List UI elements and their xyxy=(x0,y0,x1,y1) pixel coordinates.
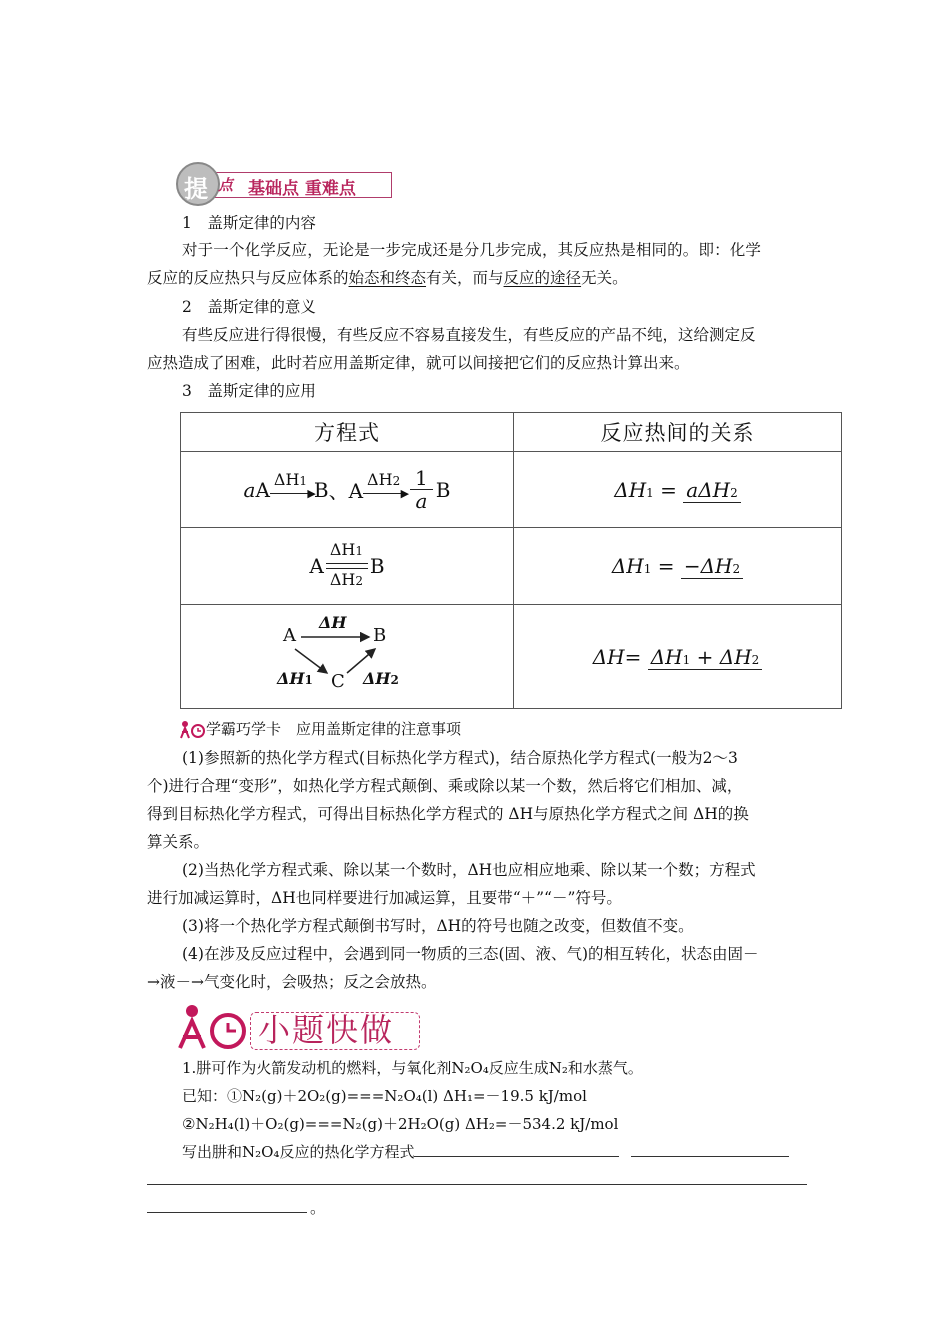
rel-right-sub: 2 xyxy=(730,485,738,500)
species-A: A xyxy=(309,554,324,578)
rel-term-sub: 2 xyxy=(751,652,760,667)
banner-title: 基础点 重难点 xyxy=(248,179,356,199)
species-B: B xyxy=(369,554,385,578)
answer-blank-1[interactable] xyxy=(414,1142,619,1157)
tip-item2-line1: (2)当热化学方程式乘、除以某一个数时，ΔH也应相应地乘、除以某一个数；方程式 xyxy=(182,861,756,879)
heading-content: 1 盖斯定律的内容 xyxy=(182,214,316,232)
dh-sub: 2 xyxy=(355,574,364,588)
coef-a: a xyxy=(243,477,256,502)
rel-left: ΔH xyxy=(592,644,625,669)
dh-sub: 1 xyxy=(304,672,313,687)
rel-left-sub: 1 xyxy=(643,562,652,576)
rel-right: aΔH xyxy=(686,477,731,502)
rel-eq: = xyxy=(624,644,648,669)
tip-item1-line2: 个)进行合理“变形”，如热化学方程式颠倒、乘或除以某一个数，然后将它们相加、减， xyxy=(147,777,743,795)
banner-badge-icon xyxy=(176,162,220,206)
rel-eq: = xyxy=(653,477,684,502)
heading-application: 3 盖斯定律的应用 xyxy=(182,382,316,400)
row1-equation xyxy=(181,452,514,528)
banner-corner-char: 点 xyxy=(218,176,234,194)
q1-end-mark: 。 xyxy=(310,1199,326,1217)
row2-relation xyxy=(514,528,842,605)
rel-plus: + xyxy=(690,644,720,669)
row1-relation xyxy=(514,452,842,528)
tip-logo-icon xyxy=(178,720,206,740)
hess-law-table xyxy=(180,412,842,709)
answer-blank-2[interactable] xyxy=(631,1142,789,1157)
row2-equation xyxy=(181,528,514,605)
tip-item3: (3)将一个热化学方程式颠倒书写时，ΔH的符号也随之改变，但数值不变。 xyxy=(182,917,694,935)
tip-item1-line4: 算关系。 xyxy=(147,833,210,851)
rel-eq: = xyxy=(651,554,681,578)
arrow-dh1: ΔH1 ▶ xyxy=(270,472,314,508)
tip-item4-line1: (4)在涉及反应过程中，会遇到同一物质的三态(固、液、气)的相互转化，状态由固－ xyxy=(182,945,759,963)
p1-text: 有关，而与 xyxy=(426,269,504,287)
dh-sub: 2 xyxy=(390,672,399,687)
q1-stem: 1.肼可作为火箭发动机的燃料，与氧化剂N₂O₄反应生成N₂和水蒸气。 xyxy=(182,1059,643,1077)
col-header-relation: 反应热间的关系 xyxy=(514,413,842,452)
fraction-1-over-a xyxy=(410,467,433,512)
arrow-dh2: ΔH2 ▶ xyxy=(363,472,407,508)
dh-sub: 1 xyxy=(299,473,308,488)
rel-left: ΔH xyxy=(614,477,647,502)
p2-line2: 应热造成了困难，此时若应用盖斯定律，就可以间接把它们的反应热计算出来。 xyxy=(147,354,690,372)
dh-label: ΔH xyxy=(329,570,356,589)
species-C: C xyxy=(331,670,345,692)
dh2-label: ΔH xyxy=(363,668,391,688)
fraction-den: a xyxy=(415,489,428,513)
tip-item4-line2: →液－→气变化时，会吸热；反之会放热。 xyxy=(147,973,437,991)
species-A: A xyxy=(255,477,270,502)
fraction-num: 1 xyxy=(410,467,433,490)
rel-term: ΔH xyxy=(719,644,752,669)
tip-item1-line3: 得到目标热化学方程式，可得出目标热化学方程式的 ΔH与原热化学方程式之间 ΔH的换 xyxy=(147,805,749,823)
p1-text: 无关。 xyxy=(581,269,628,287)
dh-sub: 2 xyxy=(392,473,401,488)
dh1-label: ΔH xyxy=(277,668,305,688)
dh-label: ΔH xyxy=(367,469,393,489)
answer-blank-3[interactable] xyxy=(147,1184,807,1185)
rel-term-sub: 1 xyxy=(682,652,691,667)
p1-line1: 对于一个化学反应，无论是一步完成还是分几步完成，其反应热是相同的。即：化学 xyxy=(182,241,762,259)
q1-ask xyxy=(182,1142,789,1162)
row3-relation xyxy=(514,605,842,709)
tip-item2-line2: 进行加减运算时，ΔH也同样要进行加减运算，且要带“＋”“－”符号。 xyxy=(147,889,622,907)
dh-sub: 1 xyxy=(355,544,364,558)
answer-blank-4[interactable] xyxy=(147,1212,307,1213)
rel-right-sub: 2 xyxy=(732,562,741,576)
species-B: B xyxy=(373,624,387,646)
rel-left-sub: 1 xyxy=(646,485,654,500)
path-diagram xyxy=(277,612,417,697)
path-arrows xyxy=(277,617,417,697)
col-header-equation: 方程式 xyxy=(181,413,514,452)
tip-title: 学霸巧学卡 应用盖斯定律的注意事项 xyxy=(206,720,462,738)
quick-practice-logo-icon xyxy=(172,1003,252,1053)
heading-significance: 2 盖斯定律的意义 xyxy=(182,298,316,316)
p1-underline-state: 始态和终态 xyxy=(348,269,427,287)
p2-line1: 有些反应进行得很慢，有些反应不容易直接发生，有些反应的产品不纯，这给测定反 xyxy=(182,326,756,344)
equilibrium-arrow xyxy=(324,538,370,594)
rel-left: ΔH xyxy=(611,554,644,578)
species-B: B xyxy=(313,477,329,502)
species-B: B xyxy=(435,477,451,502)
quick-practice-title: 小题快做 xyxy=(258,1011,395,1049)
species-A: A xyxy=(283,624,296,646)
p1-text: 反应的反应热只与反应体系的 xyxy=(147,269,349,287)
section-banner xyxy=(176,160,396,206)
banner-badge-char: 提 xyxy=(184,175,208,203)
p1-underline-path: 反应的途径 xyxy=(503,269,582,287)
row3-equation xyxy=(181,605,514,709)
dh-label: ΔH xyxy=(329,540,356,559)
tip-item1-line1: (1)参照新的热化学方程式(目标热化学方程式)，结合原热化学方程式(一般为2～3 xyxy=(182,749,738,767)
dh-label: ΔH xyxy=(273,469,300,489)
q1-given1: 已知：①N₂(g)＋2O₂(g)===N₂O₄(l) ΔH₁=－19.5 kJ/mol xyxy=(182,1087,587,1105)
q1-ask-text: 写出肼和N₂O₄反应的热化学方程式 xyxy=(182,1143,415,1161)
separator: 、A xyxy=(328,479,364,503)
rel-term: ΔH xyxy=(650,644,683,669)
p1-line2 xyxy=(147,268,628,288)
rel-right: −ΔH xyxy=(683,554,733,578)
q1-given2: ②N₂H₄(l)＋O₂(g)===N₂(g)＋2H₂O(g) ΔH₂=－534.2 kJ/mol xyxy=(182,1115,619,1133)
dh-label: ΔH xyxy=(319,612,347,632)
